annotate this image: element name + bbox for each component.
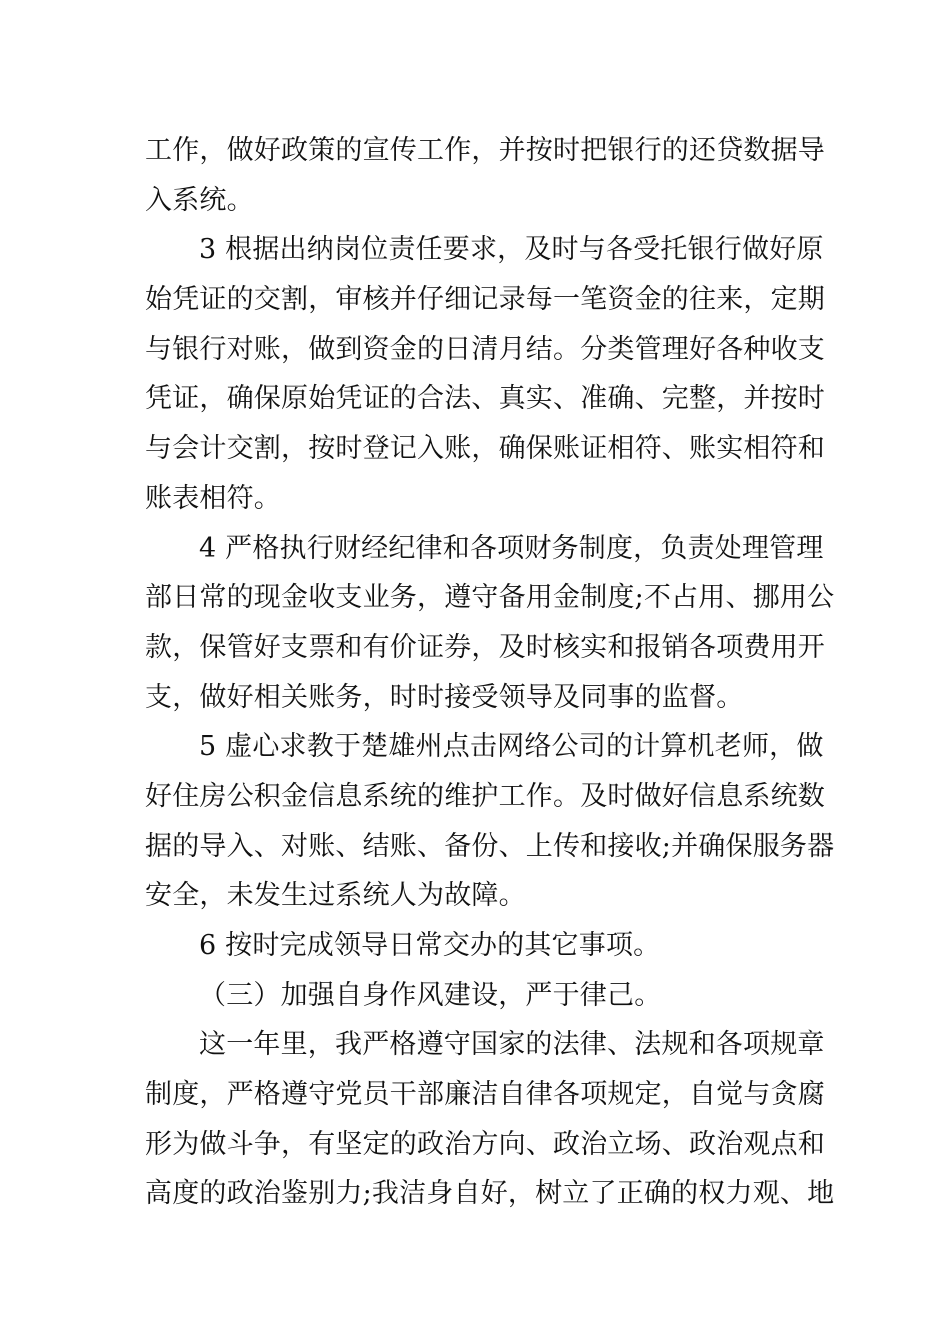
text-line: 凭证，确保原始凭证的合法、真实、准确、完整，并按时: [145, 383, 825, 415]
text-line: 入系统。: [145, 184, 254, 216]
text-line: 始凭证的交割，审核并仔细记录每一笔资金的往来，定期: [145, 284, 825, 316]
text-line: 形为做斗争，有坚定的政治方向、政治立场、政治观点和: [145, 1128, 825, 1160]
text-line: 安全，未发生过系统人为故障。: [145, 880, 526, 912]
body-text: [145, 126, 835, 1219]
text-line: 3 根据出纳岗位责任要求，及时与各受托银行做好原: [199, 234, 824, 266]
text-line: 这一年里，我严格遵守国家的法律、法规和各项规章: [199, 1029, 825, 1061]
text-line: 5 虚心求教于楚雄州点击网络公司的计算机老师，做: [199, 731, 824, 763]
text-line: 款，保管好支票和有价证券，及时核实和报销各项费用开: [145, 631, 825, 663]
text-line: 4 严格执行财经纪律和各项财务制度，负责处理管理: [199, 532, 824, 564]
text-line: 支，做好相关账务，时时接受领导及同事的监督。: [145, 681, 744, 713]
text-line: 账表相符。: [145, 482, 281, 514]
text-line: 部日常的现金收支业务，遵守备用金制度;不占用、挪用公: [145, 582, 835, 614]
text-line: 好住房公积金信息系统的维护工作。及时做好信息系统数: [145, 780, 825, 812]
text-line: 据的导入、对账、结账、备份、上传和接收;并确保服务器: [145, 830, 835, 862]
text-line: 工作，做好政策的宣传工作，并按时把银行的还贷数据导: [145, 135, 825, 166]
section-heading: （三）加强自身作风建设，严于律己。: [199, 979, 662, 1011]
text-line: 与会计交割，按时登记入账，确保账证相符、账实相符和: [145, 433, 825, 465]
text-line: 高度的政治鉴别力;我洁身自好，树立了正确的权力观、地: [145, 1178, 835, 1210]
text-line: 6 按时完成领导日常交办的其它事项。: [199, 930, 661, 961]
text-line: 制度，严格遵守党员干部廉洁自律各项规定，自觉与贪腐: [145, 1079, 825, 1111]
text-line: 与银行对账，做到资金的日清月结。分类管理好各种收支: [145, 333, 825, 365]
